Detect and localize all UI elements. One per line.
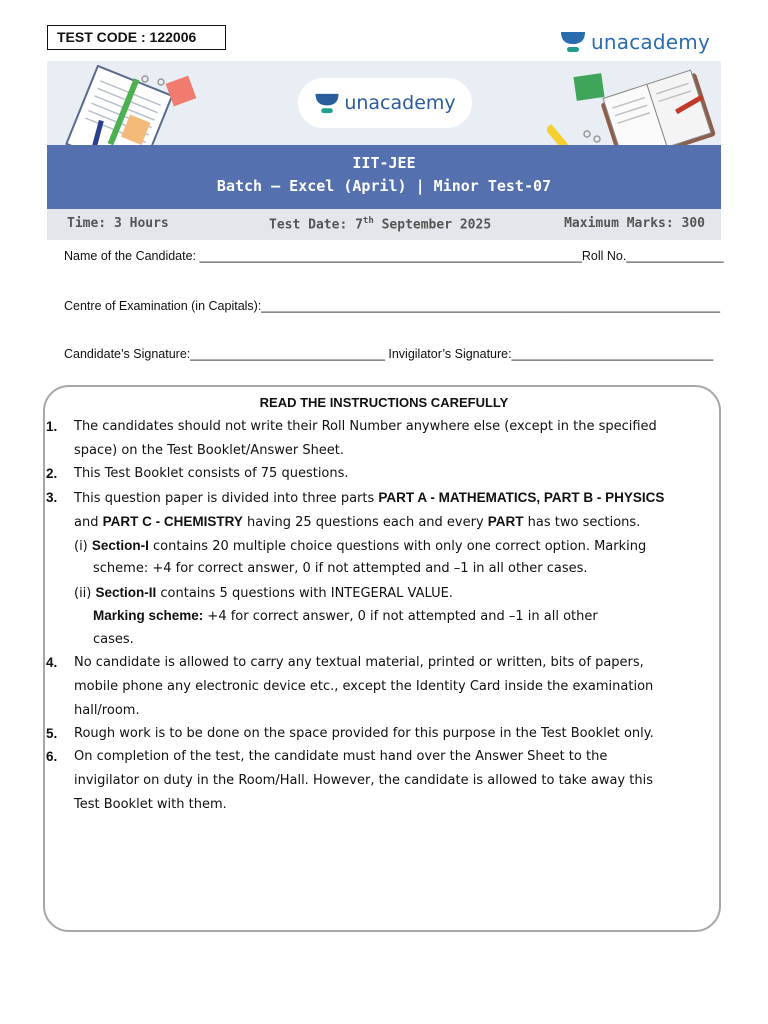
instruction-text: On completion of the test, the candidate must hand over the Answer Sheet to the [74, 749, 608, 764]
instruction-text: Test Booklet with them. [74, 797, 227, 812]
instruction-text: hall/room. [74, 703, 140, 718]
exam-time: Time: 3 Hours [67, 216, 169, 231]
test-date: Test Date: 7th September 2025 [269, 216, 492, 233]
instruction-text: This question paper is divided into three parts PART A - MATHEMATICS, PART B - PHYSICS [74, 490, 665, 506]
exam-centre-field[interactable]: Centre of Examination (in Capitals):__________________________________________________________________ [64, 299, 721, 313]
test-code: TEST CODE : 122006 [47, 25, 226, 50]
instruction-number: 4. [46, 655, 58, 670]
instructions-title: READ THE INSTRUCTIONS CAREFULLY [259, 395, 509, 410]
section-two-text: cases. [93, 632, 134, 647]
candidate-name-field[interactable]: Name of the Candidate: _______________________________________________________Roll No.______________ [64, 249, 724, 263]
instruction-number: 1. [46, 419, 58, 434]
max-marks: Maximum Marks: 300 [564, 216, 705, 231]
instruction-text: This Test Booklet consists of 75 questions. [74, 466, 349, 481]
section-two-text: Marking scheme: +4 for correct answer, 0 if not attempted and –1 in all other [93, 608, 598, 624]
banner-brand-name: unacademy [344, 92, 456, 114]
instruction-number: 3. [46, 490, 58, 505]
instruction-text: Rough work is to be done on the space provided for this purpose in the Test Booklet only. [74, 726, 654, 741]
section-one-text: (i) Section-I contains 20 multiple choice questions with only one correct option. Marking [74, 538, 647, 554]
instruction-text: The candidates should not write their Roll Number anywhere else (except in the specified [74, 419, 657, 434]
unacademy-logo-icon [560, 30, 586, 54]
instruction-number: 2. [46, 466, 58, 481]
brand-name: unacademy [591, 30, 710, 54]
unacademy-logo [560, 28, 710, 56]
section-two-text: (ii) Section-II contains 5 questions with INTEGERAL VALUE. [74, 585, 453, 601]
instruction-text: mobile phone any electronic device etc., except the Identity Card inside the examination [74, 679, 654, 694]
exam-meta-row [47, 209, 721, 240]
instruction-text: No candidate is allowed to carry any textual material, printed or written, bits of papers, [74, 655, 644, 670]
unacademy-logo-icon [314, 92, 340, 115]
exam-name: IIT-JEE [352, 154, 416, 172]
instruction-text: space) on the Test Booklet/Answer Sheet. [74, 443, 345, 458]
instruction-text: invigilator on duty in the Room/Hall. However, the candidate is allowed to take away this [74, 773, 653, 788]
header-banner [47, 61, 721, 240]
banner-logo [298, 78, 472, 128]
signature-field[interactable]: Candidate’s Signature:____________________________ Invigilator’s Signature:_____________________________ [64, 347, 714, 361]
batch-title: Batch – Excel (April) | Minor Test-07 [216, 177, 552, 195]
instruction-text: and PART C - CHEMISTRY having 25 questions each and every PART has two sections. [74, 514, 641, 530]
instruction-number: 6. [46, 749, 58, 764]
instruction-number: 5. [46, 726, 58, 741]
section-one-text: scheme: +4 for correct answer, 0 if not attempted and –1 in all other cases. [93, 561, 588, 576]
